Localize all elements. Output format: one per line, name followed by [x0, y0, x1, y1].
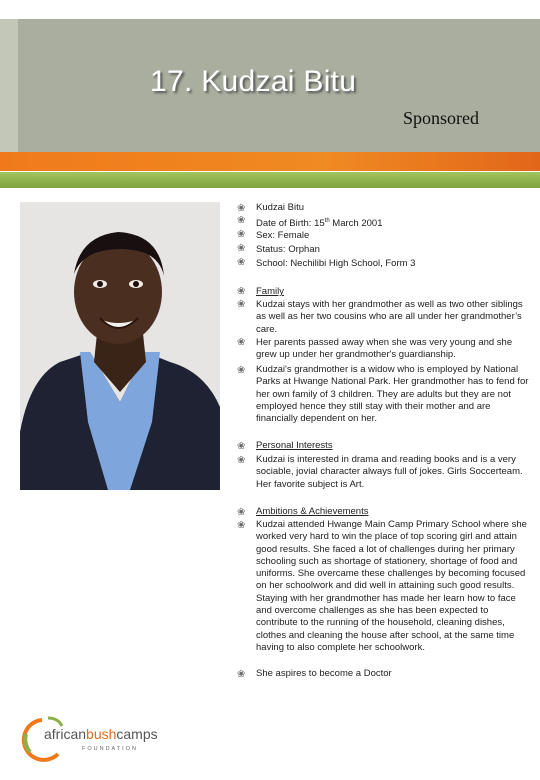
bullet-icon: ❀ [237, 337, 246, 348]
bullet-icon: ❀ [237, 215, 246, 226]
orange-band [0, 152, 540, 171]
bullet-icon: ❀ [237, 520, 246, 531]
bullet-icon: ❀ [237, 286, 246, 297]
header-accent-strip [0, 19, 18, 152]
interests-heading: Personal Interests [256, 440, 333, 451]
bullet-icon: ❀ [237, 257, 246, 268]
sponsorship-status: Sponsored [403, 108, 479, 128]
family-paragraph-2: Her parents passed away when she was very young and she grew up under her grandmother's guardianship. [256, 337, 513, 361]
bullet-icon: ❀ [237, 507, 246, 518]
bullet-icon: ❀ [237, 299, 246, 310]
profile-dob: Date of Birth: 15th March 2001 [256, 218, 383, 230]
profile-name: Kudzai Bitu [256, 202, 305, 213]
student-photo [20, 202, 220, 490]
family-paragraph-1: Kudzai stays with her grandmother as well as two other siblings as well as her two cousins who are all under her grandmother’s care. [256, 299, 523, 335]
bullet-icon: ❀ [237, 229, 246, 240]
bullet-icon: ❀ [237, 243, 246, 254]
page-title: 17. Kudzai Bitu [150, 65, 357, 98]
bullet-icon: ❀ [237, 669, 246, 680]
logo-wordmark: africanbushcamps [44, 726, 158, 742]
bullet-icon: ❀ [237, 203, 246, 214]
logo-tagline: FOUNDATION [82, 746, 138, 752]
aspiration-text: She aspires to become a Doctor [256, 668, 392, 679]
ambitions-heading: Ambitions & Achievements [256, 506, 369, 517]
family-paragraph-3: Kudzai's grandmother is a widow who is employed by National Parks at Hwange National Park. Her grandmother has to fend for her own family of 3 children. They are adults but they are not employed hence they still stay with their mother and are financially dependent on her. [256, 364, 529, 425]
ambitions-paragraph: Kudzai attended Hwange Main Camp Primary School where she worked very hard to win the place of top scoring girl and attain good results. She faced a lot of challenges during her primary schooling such as shortage of stationery, shortage of food and uniforms. She overcame these challenges by becoming focused on her schoolwork and did well in attaining such good results. Staying with her grandmother has made her learn how to face and overcome challenges as she has been expected to contribute to the running of the household, cleaning dishes, clothes and cleaning the house after school, at the same time having to also complete her schoolwork. [256, 519, 527, 653]
bullet-icon: ❀ [237, 441, 246, 452]
profile-sex: Sex: Female [256, 230, 310, 241]
portrait-illustration [20, 202, 220, 490]
bullet-icon: ❀ [237, 365, 246, 376]
bullet-icon: ❀ [237, 455, 246, 466]
green-band [0, 172, 540, 188]
profile-status: Status: Orphan [256, 244, 320, 255]
interests-paragraph: Kudzai is interested in drama and reading books and is a very sociable, jovial character always full of jokes. Girls Soccerteam. Her favorite subject is Art. [256, 454, 523, 490]
foundation-logo [20, 714, 180, 764]
profile-school: School: Nechilibi High School, Form 3 [256, 258, 416, 269]
family-heading: Family [256, 286, 284, 297]
